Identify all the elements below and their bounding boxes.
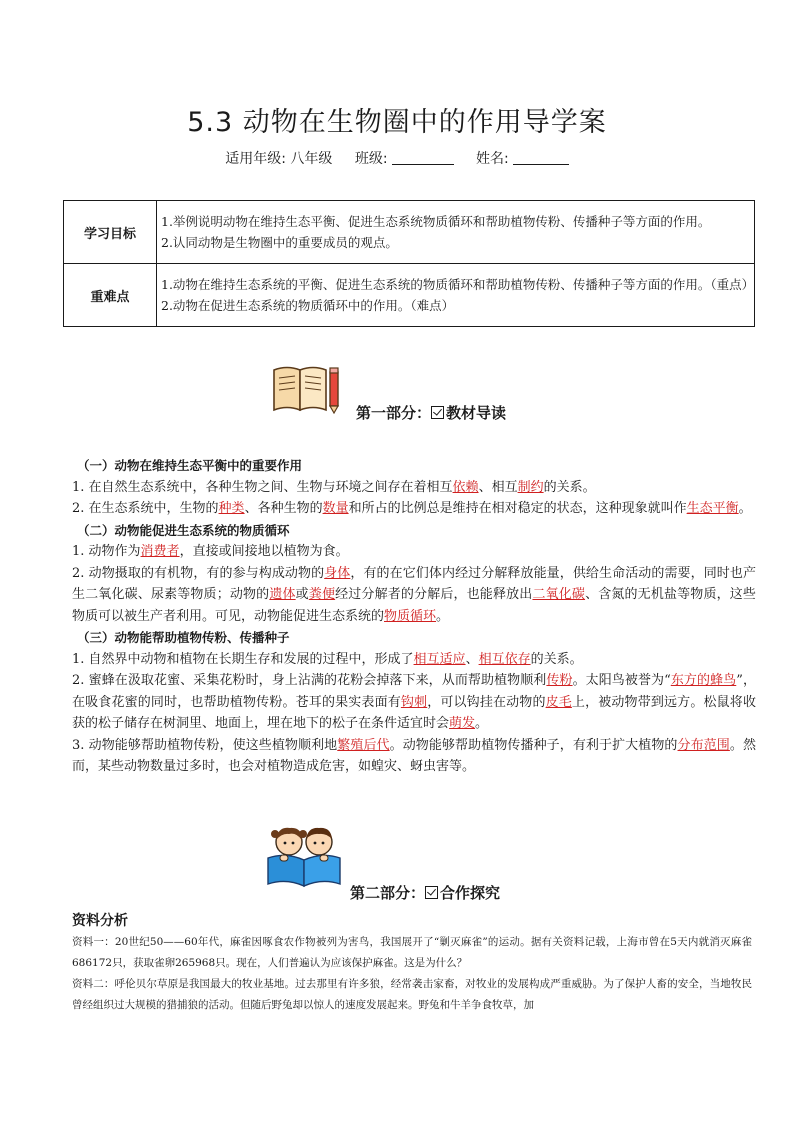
answer-blank: 钩刺 [400, 694, 428, 710]
paragraph: 2. 蜜蜂在汲取花蜜、采集花粉时，身上沾满的花粉会掉落下来，从而帮助植物顺利传粉。太阳鸟被誉为“东方的蜂鸟”，在吸食花蜜的同时，也帮助植物传粉。苍耳的果实表面有钩刺，可以钩挂在动物的皮毛上，被动物带到远方。松鼠将收获的松子储存在树洞里、地面上，埋在地下的松子在条件适宜时会萌发。 [72, 673, 756, 731]
table-row [64, 201, 755, 264]
answer-blank: 皮毛 [545, 694, 572, 710]
part1-title: 第一部分： 教材导读 [356, 404, 507, 422]
name-label: 姓名: [476, 151, 509, 167]
answer-blank: 分布范围 [677, 737, 730, 753]
answer-blank: 相互依存 [478, 651, 531, 667]
paragraph: 2. 动物摄取的有机物，有的参与构成动物的身体，有的在它们体内经过分解释放能量，供给生命活动的需要，同时也产生二氧化碳、尿素等物质；动物的遗体或粪便经过分解者的分解后，也能释放出二氧化碳、含氮的无机盐等物质，这些物质可以被生产者利用。可见，动物能促进生态系统的物质循环。 [72, 565, 756, 624]
part2-title: 第二部分： 合作探究 [350, 884, 501, 902]
grade-label: 适用年级: 八年级 [225, 151, 333, 167]
answer-blank: 繁殖后代 [337, 737, 390, 753]
name-blank[interactable] [513, 151, 569, 165]
checkbox-icon [425, 886, 438, 899]
answer-blank: 依赖 [452, 479, 479, 495]
answer-blank: 传粉 [546, 673, 573, 688]
paragraph: 1. 动物作为消费者，直接或间接地以植物为食。 [72, 544, 349, 559]
paragraph: 1. 在自然生态系统中，各种生物之间、生物与环境之间存在着相互依赖、相互制约的关系。 [72, 479, 596, 495]
paragraph: 1. 自然界中动物和植物在长期生存和发展的过程中，形成了相互适应、相互依存的关系。 [72, 651, 583, 667]
section-heading: （三）动物能帮助植物传粉、传播种子 [77, 630, 290, 645]
key-point-line: 2.动物在促进生态系统的物质循环中的作用。（难点） [161, 298, 455, 313]
book-and-pencil-icon [272, 362, 342, 414]
goal-line: 2.认同动物是生物圈中的重要成员的观点。 [161, 235, 398, 250]
answer-blank: 遗体 [269, 587, 296, 602]
paragraph: 2. 在生态系统中，生物的种类、各种生物的数量和所占的比例总是维持在相对稳定的状态，这种现象就叫作生态平衡。 [72, 501, 752, 516]
key-point-line: 1.动物在维持生态系统的平衡、促进生态系统的物质循环和帮助植物传粉、传播种子等方面的作用。（重点） [161, 277, 755, 292]
answer-blank: 种类 [218, 501, 245, 516]
checkbox-icon [431, 406, 444, 419]
class-blank[interactable] [392, 151, 454, 165]
answer-blank: 物质循环 [384, 608, 437, 624]
page-title: 5.3 动物在生物圈中的作用导学案 [187, 107, 607, 138]
table-cell-goals [157, 201, 755, 264]
textbook-guide-section [72, 455, 756, 778]
answer-blank: 二氧化碳 [532, 587, 586, 602]
class-label: 班级: [354, 151, 388, 167]
answer-blank: 相互适应 [413, 651, 466, 667]
table-head-key-points: 重难点 [64, 264, 157, 327]
section-heading: （一）动物在维持生态平衡中的重要作用 [77, 458, 303, 473]
section-heading: （二）动物能促进生态系统的物质循环 [77, 522, 290, 538]
material-paragraph: 资料二：呼伦贝尔草原是我国最大的牧业基地。过去那里有许多狼，经常袭击家畜，对牧业的发展构成严重威胁。为了保护人畜的安全，当地牧民曾经组织过大规模的猎捕狼的活动。但随后野兔却以惊人的速度发展起来。野兔和牛羊争食牧草，加 [72, 978, 752, 1011]
answer-blank: 身体 [324, 565, 351, 581]
subtitle [0, 148, 794, 168]
table-row [64, 264, 755, 327]
answer-blank: 粪便 [308, 587, 336, 602]
material-analysis-section [72, 910, 752, 1016]
children-reading-icon [264, 822, 344, 890]
paragraph: 3. 动物能够帮助植物传粉，使这些植物顺利地繁殖后代。动物能够帮助植物传播种子，有利于扩大植物的分布范围。然而，某些动物数量过多时，也会对植物造成危害，如蝗灾、蚜虫害等。 [72, 737, 756, 774]
answer-blank: 制约 [517, 479, 544, 495]
table-cell-key-points [157, 264, 755, 327]
material-heading: 资料分析 [72, 913, 128, 929]
table-head-goals: 学习目标 [64, 201, 157, 264]
answer-blank: 萌发 [449, 716, 476, 731]
goal-line: 1.举例说明动物在维持生态平衡、促进生态系统物质循环和帮助植物传粉、传播种子等方面的作用。 [161, 214, 711, 229]
answer-blank: 数量 [322, 501, 349, 516]
objectives-table [63, 200, 755, 327]
answer-blank: 东方的蜂鸟 [670, 673, 737, 688]
material-paragraph: 资料一：20世纪50——60年代，麻雀因啄食农作物被列为害鸟，我国展开了“剿灭麻雀”的运动。据有关资料记载，上海市曾在5天内就消灭麻雀686172只，获取雀卵265968只。现在，人们普遍认为应该保护麻雀。这是为什么？ [72, 936, 752, 969]
answer-blank: 生态平衡 [686, 501, 739, 516]
answer-blank: 消费者 [140, 544, 180, 559]
